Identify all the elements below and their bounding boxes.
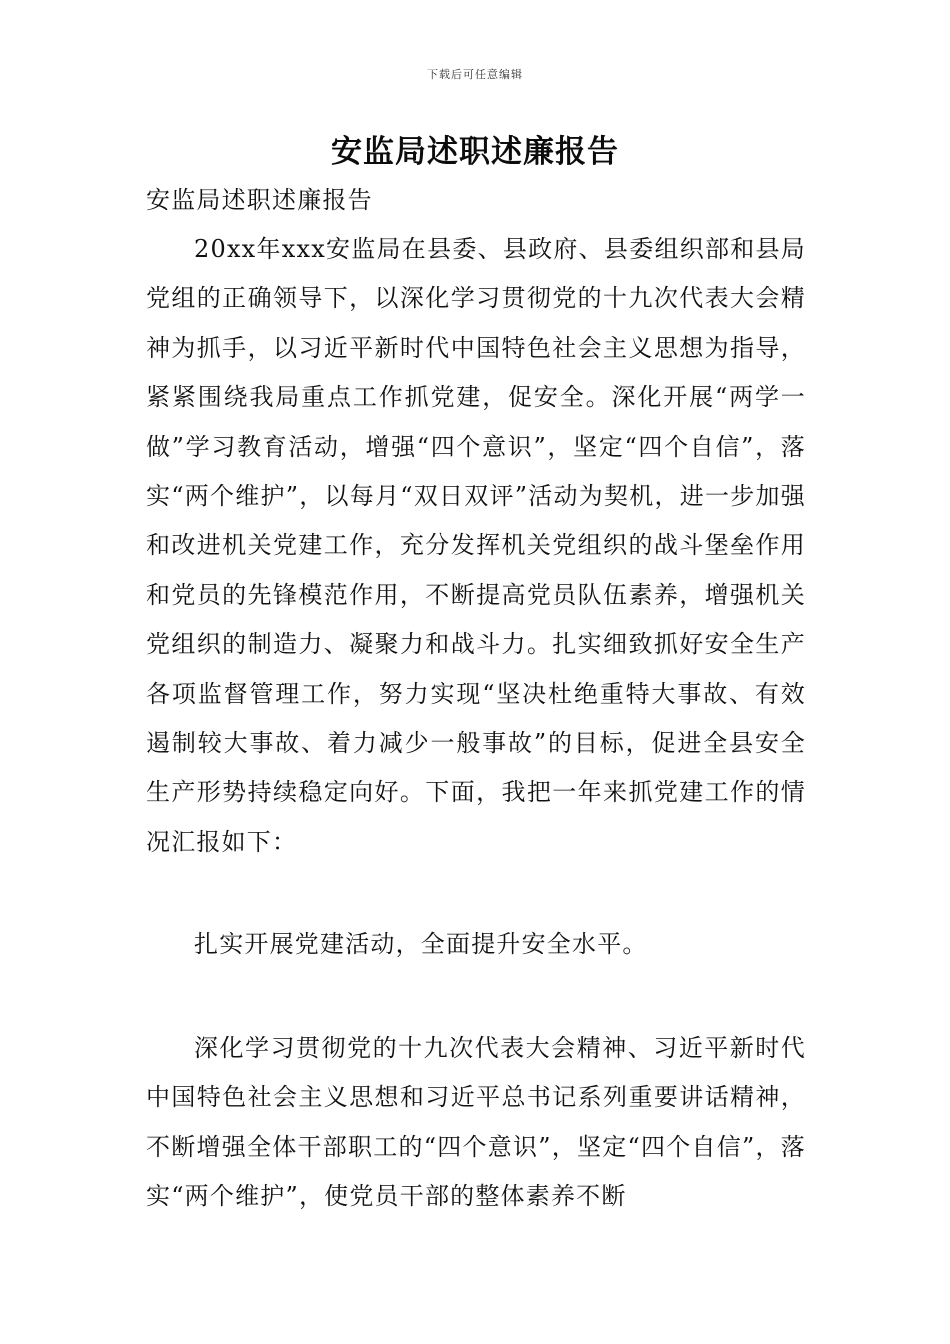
body-paragraph-1: 20xx年xxx安监局在县委、县政府、县委组织部和县局党组的正确领导下，以深化学习贯彻党的十九次代表大会精神为抓手，以习近平新时代中国特色社会主义思想为指导，紧紧围绕我局重点工作抓党建，促安全。深化开展“两学一做”学习教育活动，增强“四个意识”，坚定“四个自信”，落实“两个维护”，以每月“双日双评”活动为契机，进一步加强和改进机关党建工作，充分发挥机关党组织的战斗堡垒作用和党员的先锋模范作用，不断提高党员队伍素养，增强机关党组织的制造力、凝聚力和战斗力。扎实细致抓好安全生产各项监督管理工作，努力实现“坚决杜绝重特大事故、有效遏制较大事故、着力减少一般事故”的目标，促进全县安全生产形势持续稳定向好。下面，我把一年来抓党建工作的情况汇报如下：	[146, 235, 806, 856]
section-heading: 扎实开展党建活动，全面提升安全水平。	[194, 930, 648, 958]
document-subtitle: 安监局述职述廉报告	[146, 186, 373, 214]
document-title: 安监局述职述廉报告	[331, 134, 619, 170]
body-paragraph-2: 深化学习贯彻党的十九次代表大会精神、习近平新时代中国特色社会主义思想和习近平总书记系列重要讲话精神，不断增强全体干部职工的“四个意识”，坚定“四个自信”，落实“两个维护”，使党员干部的整体素养不断	[146, 1034, 806, 1211]
header-note: 下载后可任意编辑	[427, 68, 523, 81]
